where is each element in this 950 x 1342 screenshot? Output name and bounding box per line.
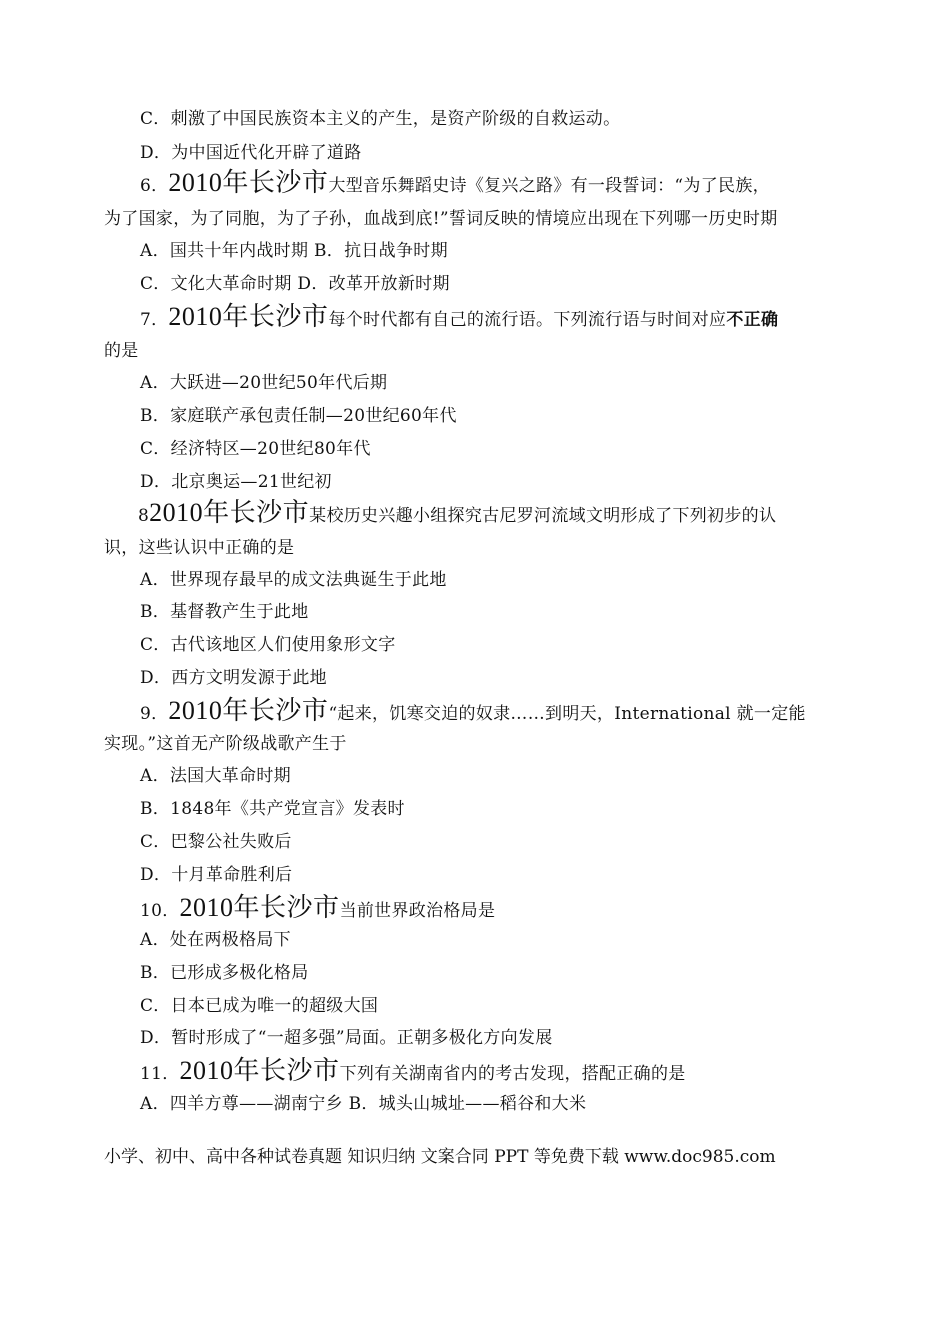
question-text: 大型音乐舞蹈史诗《复兴之路》有一段誓词：“为了民族， <box>328 176 770 196</box>
q9-option-c: C．巴黎公社失败后 <box>140 832 292 852</box>
q10-option-c: C．日本已成为唯一的超级大国 <box>140 996 379 1016</box>
q5-option-c: C．刺激了中国民族资本主义的产生，是资产阶级的自救运动。 <box>140 109 621 129</box>
q7-option-b: B．家庭联产承包责任制—20世纪60年代 <box>140 406 457 426</box>
source-tag: 2010年长沙市 <box>179 1056 340 1085</box>
question-number: 9． <box>140 704 169 724</box>
q10-option-b: B．已形成多极化格局 <box>140 963 309 983</box>
q9-option-a: A．法国大革命时期 <box>140 766 291 786</box>
question-number: 11． <box>140 1064 180 1084</box>
q10-option-a: A．处在两极格局下 <box>140 930 291 950</box>
q7-option-c: C．经济特区—20世纪80年代 <box>140 439 371 459</box>
question-6-stem <box>140 168 770 197</box>
question-6-continuation: 为了国家，为了同胞，为了子孙，血战到底!”誓词反映的情境应出现在下列哪一历史时期 <box>104 209 778 229</box>
q8-option-a: A．世界现存最早的成文法典诞生于此地 <box>140 570 447 590</box>
question-number: 7． <box>140 310 169 330</box>
q6-options-cd: C．文化大革命时期 D．改革开放新时期 <box>140 274 450 294</box>
question-number: 10． <box>140 901 180 921</box>
question-7-continuation: 的是 <box>104 341 139 361</box>
q9-option-b: B．1848年《共产党宣言》发表时 <box>140 799 405 819</box>
question-number: 6． <box>140 176 169 196</box>
question-10-stem <box>140 893 496 922</box>
source-tag: 2010年长沙市 <box>168 168 329 197</box>
q7-option-d: D．北京奥运—21世纪初 <box>140 472 332 492</box>
source-tag: 2010年长沙市 <box>168 696 329 725</box>
question-9-stem <box>140 696 806 725</box>
question-7-stem <box>140 302 779 331</box>
q6-options-ab: A．国共十年内战时期 B．抗日战争时期 <box>140 241 448 261</box>
page-footer: 小学、初中、高中各种试卷真题 知识归纳 文案合同 PPT 等免费下载 www.doc985.com <box>104 1147 776 1167</box>
question-8-continuation: 识，这些认识中正确的是 <box>104 538 295 558</box>
question-text: 某校历史兴趣小组探究古尼罗河流域文明形成了下列初步的认 <box>309 506 777 526</box>
question-9-continuation: 实现。”这首无产阶级战歌产生于 <box>104 734 347 754</box>
q9-option-d: D．十月革命胜利后 <box>140 865 293 885</box>
question-text: 当前世界政治格局是 <box>339 901 496 921</box>
q8-option-d: D．西方文明发源于此地 <box>140 668 327 688</box>
q7-option-a: A．大跃进—20世纪50年代后期 <box>140 373 388 393</box>
question-number: 8 <box>138 506 150 526</box>
question-text: “起来，饥寒交迫的奴隶……到明天，International 就一定能 <box>328 704 806 724</box>
q10-option-d: D．暂时形成了“一超多强”局面。正朝多极化方向发展 <box>140 1028 553 1048</box>
source-tag: 2010年长沙市 <box>179 893 340 922</box>
q8-option-c: C．古代该地区人们使用象形文字 <box>140 635 396 655</box>
q11-options-ab: A．四羊方尊——湖南宁乡 B．城头山城址——稻谷和大米 <box>140 1094 587 1114</box>
question-text: 下列有关湖南省内的考古发现，搭配正确的是 <box>339 1064 686 1084</box>
question-11-stem <box>140 1056 686 1085</box>
emphasis-text: 不正确 <box>726 310 779 330</box>
q8-option-b: B．基督教产生于此地 <box>140 602 309 622</box>
q5-option-d: D．为中国近代化开辟了道路 <box>140 143 362 163</box>
question-8-stem <box>138 498 777 527</box>
source-tag: 2010年长沙市 <box>168 302 329 331</box>
source-tag: 2010年长沙市 <box>149 498 310 527</box>
question-text: 每个时代都有自己的流行语。下列流行语与时间对应 <box>328 310 727 330</box>
